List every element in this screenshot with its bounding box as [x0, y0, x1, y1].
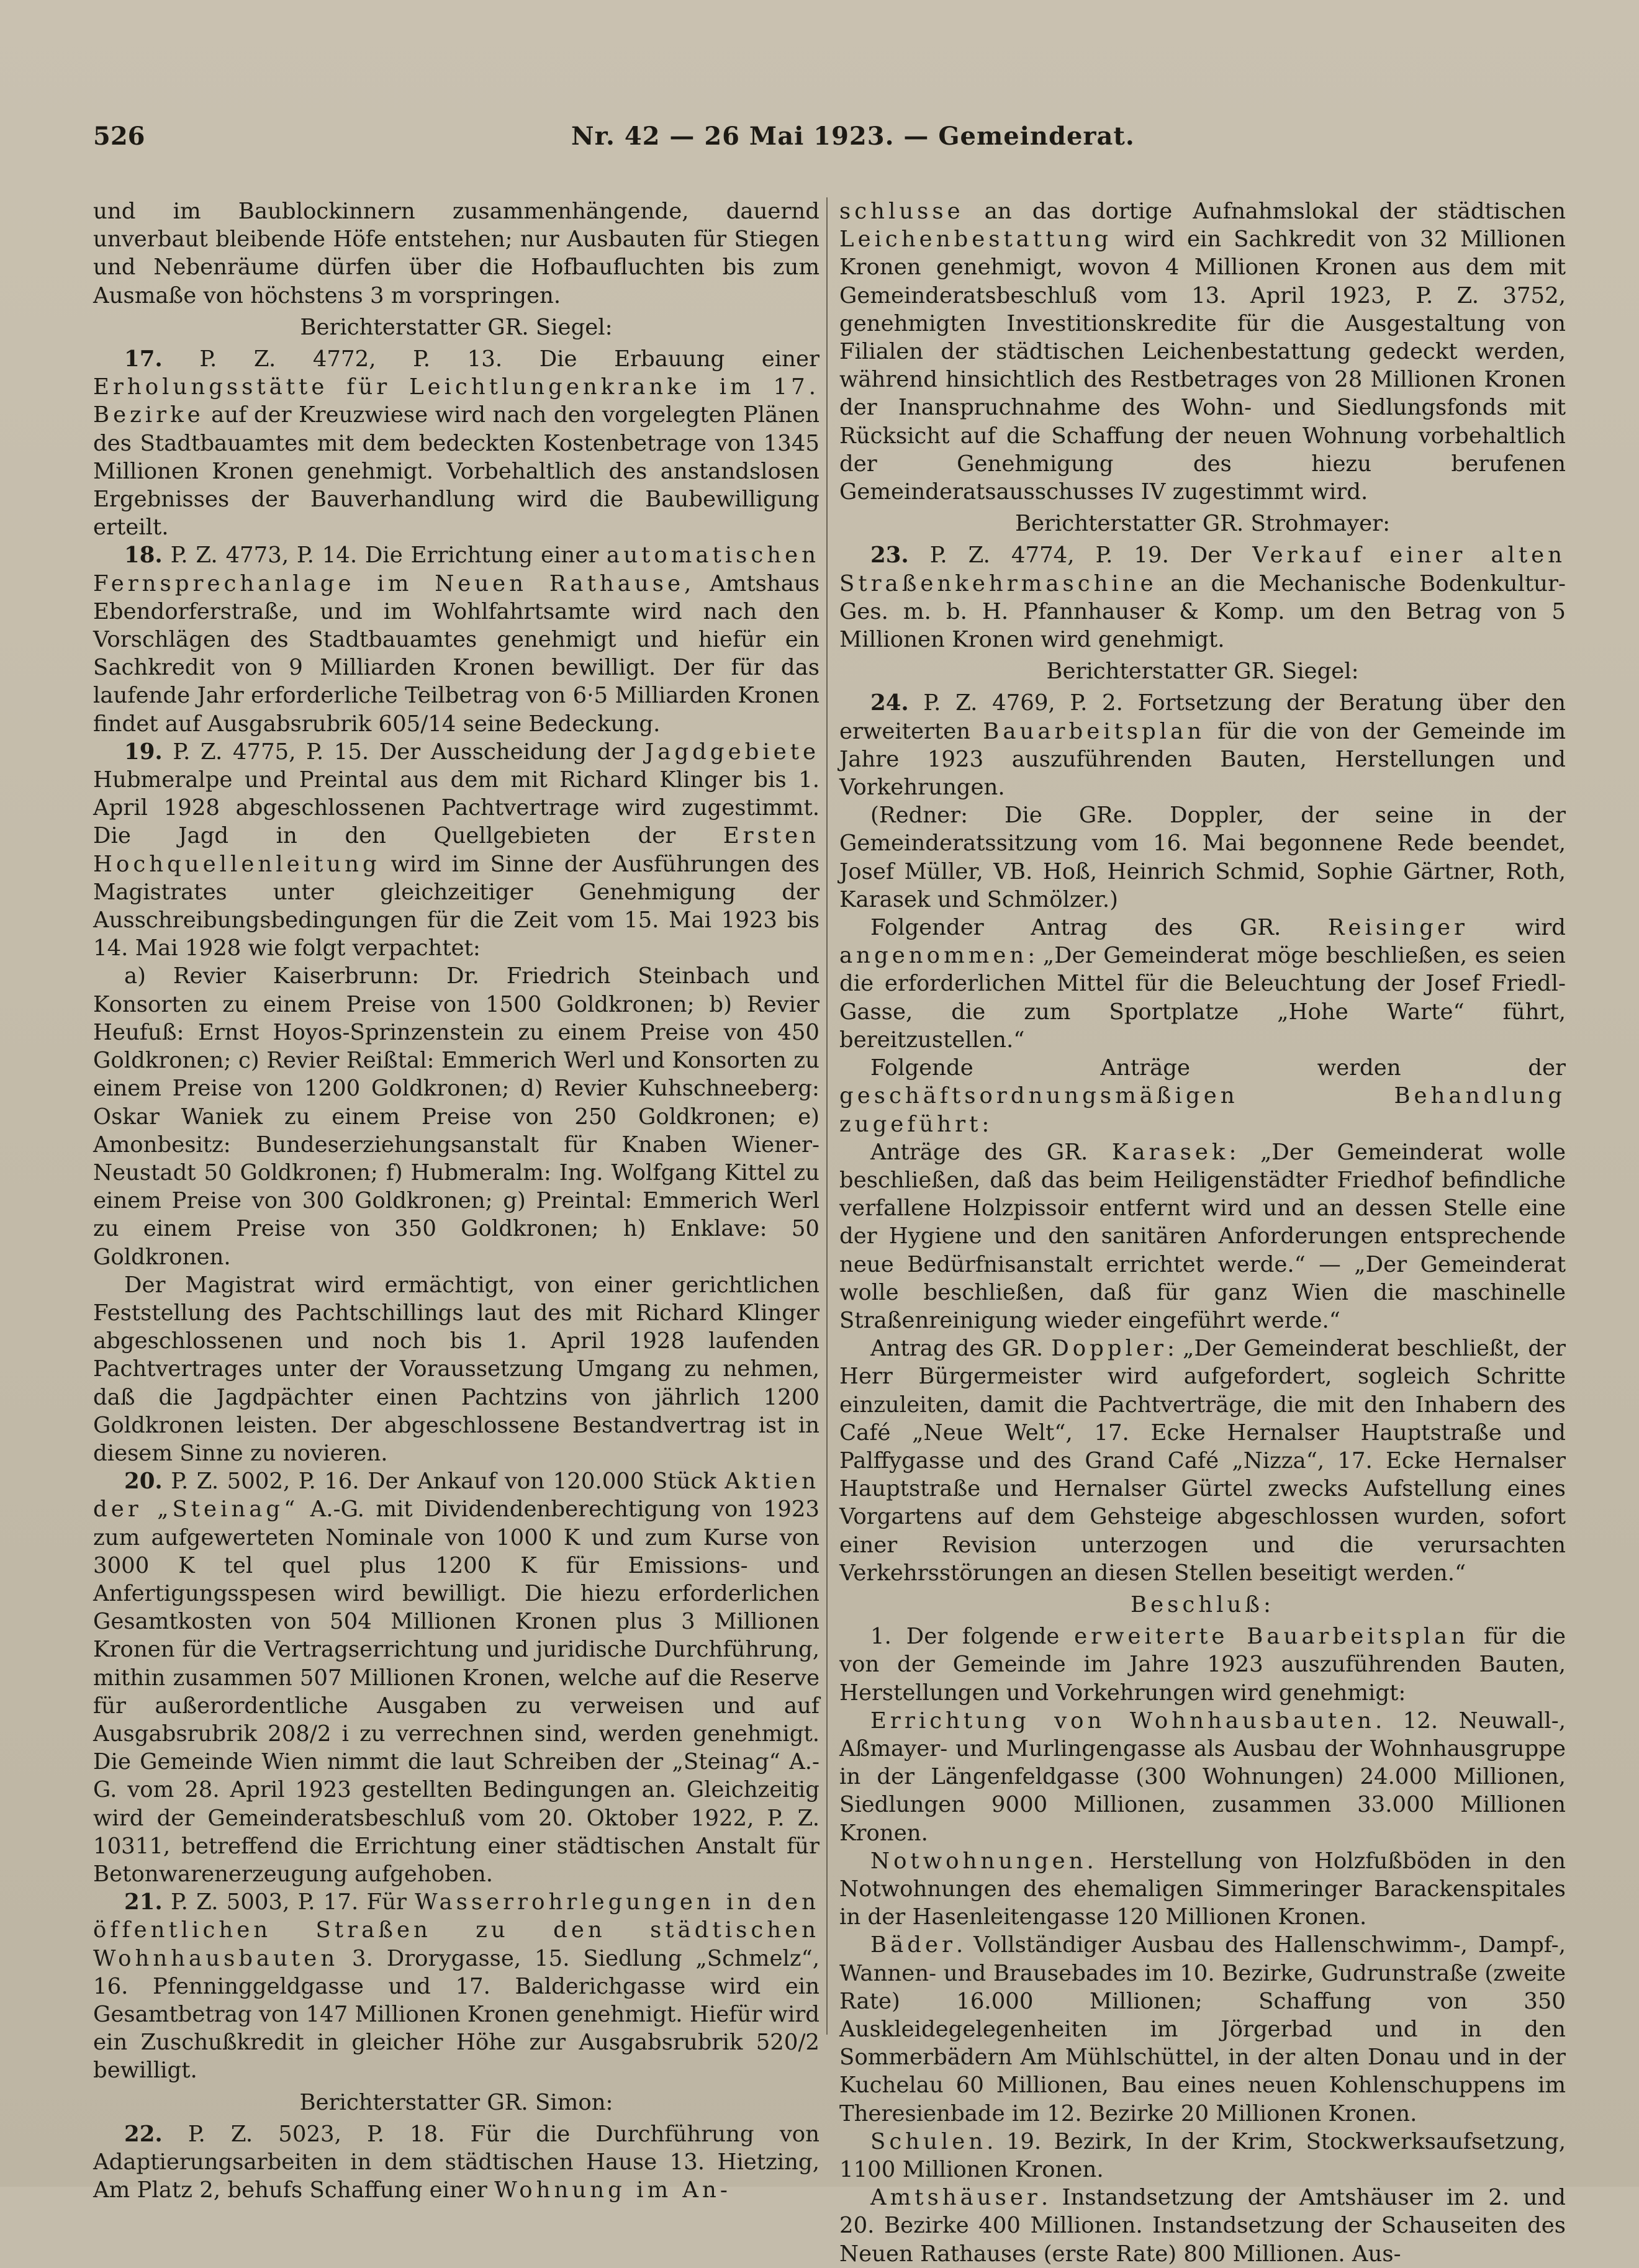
item-number: 23. — [870, 542, 909, 569]
item-22-continued: schlusse an das dortige Aufnahmslokal der städtischen Leichenbestattung wird ein Sachkredit von 32 Millionen Kronen genehmigt, wovon 4 Millionen Kronen aus dem mit Gemeinderatsbeschluß vom 13. April 1923, P. Z. 3752, genehmigten Investitionskredite für die Ausgestaltung von Filialen der städtischen Leichenbestattung gedeckt werden, während hinsichtlich des Restbetrages von 28 Millionen Kronen der Inanspruchnahme des Wohn- und Siedlungsfonds mit Rücksicht auf die Schaffung der neuen Wohnung vorbehaltlich der Genehmigung des hiezu berufenen Gemeinderatsausschusses IV zugestimmt wird. — [839, 199, 1566, 505]
page-header — [93, 117, 1571, 160]
rapporteur-heading: Berichterstatter GR. Strohmayer: — [1014, 511, 1391, 537]
running-head: Nr. 42 — 26 Mai 1923. — Gemeinderat. — [571, 122, 1135, 151]
resolution-1: 1. Der folgende erweiterte Bauarbeitsplan für die von der Gemeinde im Jahre 1923 auszuführenden Bauten, Herstellungen und Vorkehrungen wird genehmigt: — [839, 1624, 1566, 1706]
item-number: 17. — [124, 346, 163, 372]
paragraph: und im Baublockinnern zusammenhängende, dauernd unverbaut bleibende Höfe entstehen; nur Ausbauten für Stiegen und Nebenräume dürfen über die Hofbaufluchten bis zum Ausmaße von höchstens 3 m vorspringen. — [93, 199, 820, 308]
item-number: 24. — [870, 690, 909, 716]
left-column — [93, 197, 820, 2203]
item-17: 17. P. Z. 4772, P. 13. Die Erbauung einer Erholungsstätte für Leichtlungenkranke im 17. Bezirke auf der Kreuzwiese wird nach den vorgelegten Plänen des Stadtbauamtes mit dem bedeckten Kostenbetrage von 1345 Millionen Kronen genehmigt. Vorbehaltlich des anstandslosen Ergebnisses der Bauverhandlung wird die Baubewilligung erteilt. — [93, 346, 820, 541]
item-19: 19. P. Z. 4775, P. 15. Der Ausscheidung der Jagdgebiete Hubmeralpe und Preintal aus dem mit Richard Klinger bis 1. April 1928 abgeschlossenen Pachtvertrage wird zugestimmt. Die Jagd in den Quellgebieten der Ersten Hochquellenleitung wird im Sinne der Ausführungen des Magistrates unter gleichzeitiger Genehmigung der Ausschreibungsbedingungen für die Zeit vom 15. Mai 1923 bis 14. Mai 1928 wie folgt verpachtet: — [93, 739, 820, 961]
motion-reisinger: Folgender Antrag des GR. Reisinger wird angenommen: „Der Gemeinderat möge beschließen, es seien die erforderlichen Mittel für die Beleuchtung der Josef Friedl-Gasse, die zum Sportplatze „Hohe Warte“ führt, bereitzustellen.“ — [839, 915, 1566, 1053]
motion-doppler: Antrag des GR. Doppler: „Der Gemeinderat beschließt, der Herr Bürgermeister wird aufgefordert, sogleich Schritte einzuleiten, damit die Pachtverträge, die mit den Inhabern des Café „Neue Welt“, 17. Ecke Hernalser Hauptstraße und Palffygasse und des Grand Café „Nizza“, 17. Ecke Hernalser Hauptstraße und Hernalser Gürtel zwecks Aufstellung eines Vorgartens auf dem Gehsteige abgeschlossen wurden, sofort einer Revision unterzogen und die verursachten Verkehrsstörungen an diesen Stellen beseitigt werden.“ — [839, 1336, 1566, 1586]
speakers-list: (Redner: Die GRe. Doppler, der seine in der Gemeinderatssitzung vom 16. Mai begonnene Rede beendet, Josef Müller, VB. Hoß, Heinrich Schmid, Sophie Gärtner, Roth, Karasek und Schmölzer.) — [839, 803, 1566, 912]
plan-baths: Bäder. Vollständiger Ausbau des Hallenschwimm-, Dampf-, Wannen- und Brausebades im 10. Bezirke, Gudrunstraße (zweite Rate) 16.000 Millionen; Schaffung von 350 Auskleidegelegenheiten im Jörgerbad und in den Sommerbädern Am Mühlschüttel, in der alten Donau und in der Kuchelau 60 Millionen, Bau eines neuen Kohlenschuppens im Theresienbade im 12. Bezirke 20 Millionen Kronen. — [839, 1932, 1566, 2126]
rapporteur-heading: Berichterstatter GR. Siegel: — [300, 314, 613, 340]
rapporteur-heading: Berichterstatter GR. Simon: — [299, 2089, 613, 2115]
item-number: 18. — [124, 542, 163, 569]
item-20: 20. P. Z. 5002, P. 16. Der Ankauf von 120.000 Stück Aktien der „Steinag“ A.-G. mit Dividendenberechtigung von 1923 zum aufgewerteten Nominale von 1000 K und zum Kurse von 3000 K tel quel plus 1200 K für Emissions- und Anfertigungsspesen wird bewilligt. Die hiezu erforderlichen Gesamtkosten von 504 Millionen Kronen plus 3 Millionen Kronen für die Vertragserrichtung und juridische Durchführung, mithin zusammen 507 Millionen Kronen, welche auf die Reserve für außerordentliche Ausgaben zu verweisen und auf Ausgabsrubrik 208/2 i zu verrechnen sind, werden genehmigt. Die Gemeinde Wien nimmt die laut Schreiben der „Steinag“ A.-G. vom 28. April 1923 gestellten Bedingungen an. Gleichzeitig wird der Gemeinderatsbeschluß vom 20. Oktober 1922, P. Z. 10311, betreffend die Errichtung einer städtischen Anstalt für Betonwarenerzeugung aufgehoben. — [93, 1469, 820, 1887]
item-number: 22. — [124, 2121, 163, 2147]
item-number: 21. — [124, 1889, 163, 1915]
column-divider — [826, 197, 828, 2035]
page-number: 526 — [93, 122, 145, 151]
plan-schools: Schulen. 19. Bezirk, In der Krim, Stockwerksaufsetzung, 1100 Millionen Kronen. — [839, 2128, 1566, 2183]
item-22: 22. P. Z. 5023, P. 18. Für die Durchführung von Adaptierungsarbeiten in dem städtischen Hause 13. Hietzing, Am Platz 2, behufs Schaffung einer Wohnung im An- — [93, 2121, 820, 2203]
plan-office-buildings: Amtshäuser. Instandsetzung der Amtshäuser im 2. und 20. Bezirke 400 Millionen. Instandsetzung der Schauseiten des Neuen Rathauses (erste Rate) 800 Millionen. Aus- — [839, 2185, 1566, 2267]
motion-karasek: Anträge des GR. Karasek: „Der Gemeinderat wolle beschließen, daß das beim Heiligenstädter Friedhof befindliche verfallene Holzpissoir entfernt wird und an dessen Stelle eine der Hygiene und den sanitären Anforderungen entsprechende neue Bedürfnisanstalt errichtet werde.“ — „Der Gemeinderat wolle beschließen, daß für ganz Wien die maschinelle Straßenreinigung wieder eingeführt werde.“ — [839, 1139, 1566, 1333]
motions-referred: Folgende Anträge werden der geschäftsordnungsmäßigen Behandlung zugeführt: — [839, 1055, 1566, 1137]
right-column — [839, 197, 1566, 2267]
item-number: 20. — [124, 1469, 163, 1495]
plan-emergency-housing: Notwohnungen. Herstellung von Holzfußböden in den Notwohnungen des ehemaligen Simmeringer Barackenspitales in der Hasenleitengasse 120 Millionen Kronen. — [839, 1848, 1566, 1930]
item-number: 19. — [124, 739, 163, 765]
item-21: 21. P. Z. 5003, P. 17. Für Wasserrohrlegungen in den öffentlichen Straßen zu den städtischen Wohnhausbauten 3. Drorygasse, 15. Siedlung „Schmelz“, 16. Pfenninggeldgasse und 17. Balderichgasse wird ein Gesamtbetrag von 147 Millionen Kronen genehmigt. Hiefür wird ein Zuschußkredit in gleicher Höhe zur Ausgabsrubrik 520/2 bewilligt. — [93, 1889, 820, 2084]
item-24: 24. P. Z. 4769, P. 2. Fortsetzung der Beratung über den erweiterten Bauarbeitsplan für die von der Gemeinde im Jahre 1923 auszuführenden Bauten, Herstellungen und Vorkehrungen. — [839, 690, 1566, 801]
paragraph: Der Magistrat wird ermächtigt, von einer gerichtlichen Feststellung des Pachtschillings laut des mit Richard Klinger abgeschlossenen und noch bis 1. April 1928 laufenden Pachtvertrages unter der Voraussetzung Umgang zu nehmen, daß die Jagdpächter einen Pachtzins von jährlich 1200 Goldkronen leisten. Der abgeschlossene Bestandvertrag ist in diesem Sinne zu novieren. — [93, 1272, 820, 1466]
lease-list: a) Revier Kaiserbrunn: Dr. Friedrich Steinbach und Konsorten zu einem Preise von 1500 Goldkronen; b) Revier Heufuß: Ernst Hoyos-Sprinzenstein zu einem Preise von 450 Goldkronen; c) Revier Reißtal: Emmerich Werl und Konsorten zu einem Preise von 1200 Goldkronen; d) Revier Kuhschneeberg: Oskar Waniek zu einem Preise von 250 Goldkronen; e) Amonbesitz: Bundeserziehungsanstalt für Knaben Wiener-Neustadt 50 Goldkronen; f) Hubmeralm: Ing. Wolfgang Kittel zu einem Preise von 300 Goldkronen; g) Preintal: Emmerich Werl zu einem Preise von 350 Goldkronen; h) Enklave: 50 Goldkronen. — [93, 963, 820, 1270]
item-23: 23. P. Z. 4774, P. 19. Der Verkauf einer alten Straßenkehrmaschine an die Mechanische Bodenkultur-Ges. m. b. H. Pfannhauser & Komp. um den Betrag von 5 Millionen Kronen wird genehmigt. — [839, 542, 1566, 653]
item-18: 18. P. Z. 4773, P. 14. Die Errichtung einer automatischen Fernsprechanlage im Neuen Rathause, Amtshaus Ebendorferstraße, und im Wohlfahrtsamte wird nach den Vorschlägen des Stadtbauamtes genehmigt und hiefür ein Sachkredit von 9 Milliarden Kronen bewilligt. Der für das laufende Jahr erforderliche Teilbetrag von 6·5 Milliarden Kronen findet auf Ausgabsrubrik 605/14 seine Bedeckung. — [93, 542, 820, 737]
plan-housing: Errichtung von Wohnhausbauten. 12. Neuwall-, Aßmayer- und Murlingengasse als Ausbau der Wohnhausgruppe in der Längenfeldgasse (300 Wohnungen) 24.000 Millionen, Siedlungen 9000 Millionen, zusammen 33.000 Millionen Kronen. — [839, 1708, 1566, 1846]
resolution-heading: Beschluß: — [1131, 1591, 1275, 1618]
rapporteur-heading: Berichterstatter GR. Siegel: — [1046, 659, 1359, 685]
